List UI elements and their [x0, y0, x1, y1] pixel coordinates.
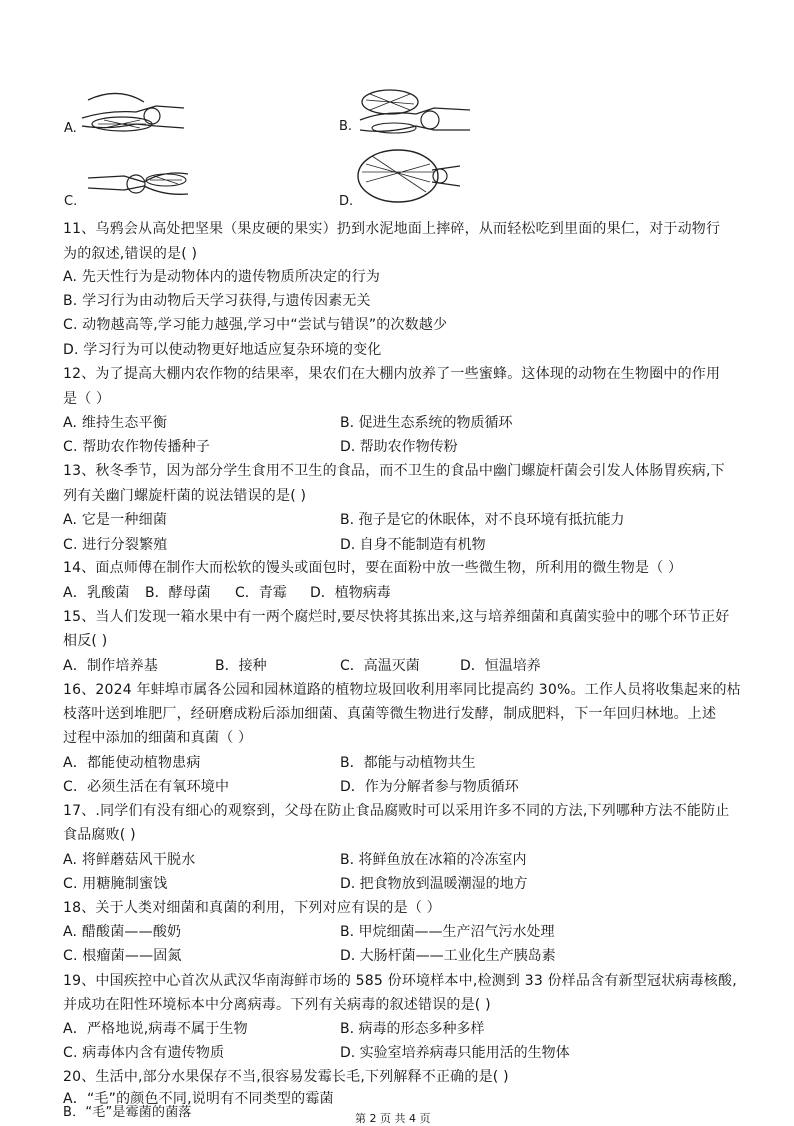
- question-16-option-b: B．都能与动植物共生: [340, 755, 476, 771]
- question-19-option-b: B. 病毒的形态多种多样: [340, 1021, 485, 1037]
- question-19-option-d: D. 实验室培养病毒只能用活的生物体: [340, 1045, 570, 1061]
- question-15-stem-line-2: 相反( ): [63, 633, 108, 649]
- question-14-option-c: C．青霉: [235, 585, 287, 601]
- question-16-option-a: A．都能使动植物患病: [63, 755, 201, 771]
- question-12-stem-line-1: 12、为了提高大棚内农作物的结果率，果农们在大棚内放养了一些蜜蜂。这体现的动物在生物圈中的作用: [63, 366, 721, 382]
- figure-option-b-label: B.: [339, 119, 353, 134]
- question-14-option-b: B．酵母菌: [145, 585, 211, 601]
- question-12-stem-line-2: 是（ ）: [63, 391, 111, 407]
- question-20-option-a: A．“毛”的颜色不同,说明有不同类型的霉菌: [63, 1091, 334, 1107]
- question-13-option-d: D. 自身不能制造有机物: [340, 537, 486, 553]
- question-14-stem: 14、面点师傅在制作大而松软的馒头或面包时，要在面粉中放一些微生物，所利用的微生物是（ ）: [63, 560, 683, 576]
- question-11-option-b: B. 学习行为由动物后天学习获得,与遗传因素无关: [63, 293, 371, 309]
- question-11-option-d: D. 学习行为可以使动物更好地适应复杂环境的变化: [63, 342, 382, 358]
- question-18-option-b: B. 甲烷细菌——生产沼气污水处理: [340, 924, 555, 940]
- figure-option-a-label: A.: [64, 121, 77, 136]
- question-16-option-c: C．必须生活在有氧环境中: [63, 779, 230, 795]
- question-11-option-a: A. 先天性行为是动物体内的遗传物质所决定的行为: [63, 269, 381, 285]
- question-16-stem-line-2: 枝落叶送到堆肥厂，经研磨成粉后添加细菌、真菌等微生物进行发酵，制成肥料，下一年回归林地。上述: [63, 706, 717, 722]
- question-13-stem-line-2: 列有关幽门螺旋杆菌的说法错误的是( ): [63, 488, 307, 504]
- question-18-option-c: C. 根瘤菌——固氮: [63, 948, 182, 964]
- question-15-option-a: A．制作培养基: [63, 658, 158, 674]
- question-17-stem-line-1: 17、.同学们有没有细心的观察到，父母在防止食品腐败时可以采用许多不同的方法,下列哪种方法不能防止: [63, 803, 730, 819]
- question-15-stem-line-1: 15、当人们发现一箱水果中有一两个腐烂时,要尽快将其拣出来,这与培养细菌和真菌实验中的哪个环节正好: [63, 609, 730, 625]
- question-14-option-d: D．植物病毒: [310, 585, 391, 601]
- question-11-stem-line-1: 11、乌鸦会从高处把坚果（果皮硬的果实）扔到水泥地面上摔碎，从而轻松吃到里面的果仁，对于动物行: [63, 221, 721, 237]
- question-19-option-c: C. 病毒体内含有遗传物质: [63, 1045, 225, 1061]
- question-14-option-a: A．乳酸菌: [63, 585, 130, 601]
- question-18-stem: 18、关于人类对细菌和真菌的利用，下列对应有误的是（ ）: [63, 900, 441, 916]
- question-20-option-b: B．“毛”是霉菌的菌落: [63, 1105, 192, 1120]
- figure-option-c-label: C.: [64, 194, 78, 209]
- question-19-stem-line-2: 并成功在阳性环境标本中分离病毒。下列有关病毒的叙述错误的是( ): [63, 997, 491, 1013]
- question-13-stem-line-1: 13、秋冬季节，因为部分学生食用不卫生的食品，而不卫生的食品中幽门螺旋杆菌会引发人体肠胃疾病,下: [63, 463, 725, 479]
- figure-option-c-joint-diagram: [84, 160, 194, 208]
- question-12-option-a: A. 维持生态平衡: [63, 415, 168, 431]
- question-13-option-b: B. 孢子是它的休眠体，对不良环境有抵抗能力: [340, 512, 625, 528]
- page-footer: 第 2 页 共 4 页: [355, 1112, 431, 1125]
- question-16-stem-line-3: 过程中添加的细菌和真菌（ ）: [63, 730, 253, 746]
- question-17-stem-line-2: 食品腐败( ): [63, 827, 136, 843]
- question-17-option-c: C. 用糖腌制蜜饯: [63, 876, 168, 892]
- question-15-option-c: C．高温灭菌: [340, 658, 420, 674]
- question-13-option-c: C. 进行分裂繁殖: [63, 537, 168, 553]
- question-12-option-b: B. 促进生态系统的物质循环: [340, 415, 513, 431]
- question-16-option-d: D．作为分解者参与物质循环: [340, 779, 519, 795]
- question-17-option-b: B. 将鲜鱼放在冰箱的冷冻室内: [340, 852, 527, 868]
- question-17-option-d: D. 把食物放到温暖潮湿的地方: [340, 876, 528, 892]
- question-15-option-d: D．恒温培养: [460, 658, 541, 674]
- question-11-stem-line-2: 为的叙述,错误的是( ): [63, 246, 198, 262]
- question-11-option-c: C. 动物越高等,学习能力越强,学习中“尝试与错误”的次数越少: [63, 317, 448, 333]
- figure-option-d-label: D.: [339, 194, 354, 209]
- question-19-option-a: A．严格地说,病毒不属于生物: [63, 1021, 248, 1037]
- question-17-option-a: A. 将鲜蘑菇风干脱水: [63, 852, 196, 868]
- question-18-option-a: A. 醋酸菌——酸奶: [63, 924, 182, 940]
- question-13-option-a: A. 它是一种细菌: [63, 512, 168, 528]
- question-12-option-c: C. 帮助农作物传播种子: [63, 439, 211, 455]
- question-15-option-b: B．接种: [215, 658, 267, 674]
- figure-option-a-joint-diagram: [78, 88, 188, 136]
- question-18-option-d: D. 大肠杆菌——工业化生产胰岛素: [340, 948, 556, 964]
- figure-option-d-joint-diagram: [352, 142, 464, 208]
- question-19-stem-line-1: 19、中国疾控中心首次从武汉华南海鲜市场的 585 份环境样本中,检测到 33 份样品含有新型冠状病毒核酸,: [63, 973, 737, 989]
- figure-option-b-joint-diagram: [356, 80, 476, 138]
- question-16-stem-line-1: 16、2024 年蚌埠市属各公园和园林道路的植物垃圾回收利用率同比提高约 30%。工作人员将收集起来的枯: [63, 682, 741, 698]
- question-20-stem: 20、生活中,部分水果保存不当,很容易发霉长毛,下列解释不正确的是( ): [63, 1069, 509, 1085]
- question-12-option-d: D. 帮助农作物传粉: [340, 439, 458, 455]
